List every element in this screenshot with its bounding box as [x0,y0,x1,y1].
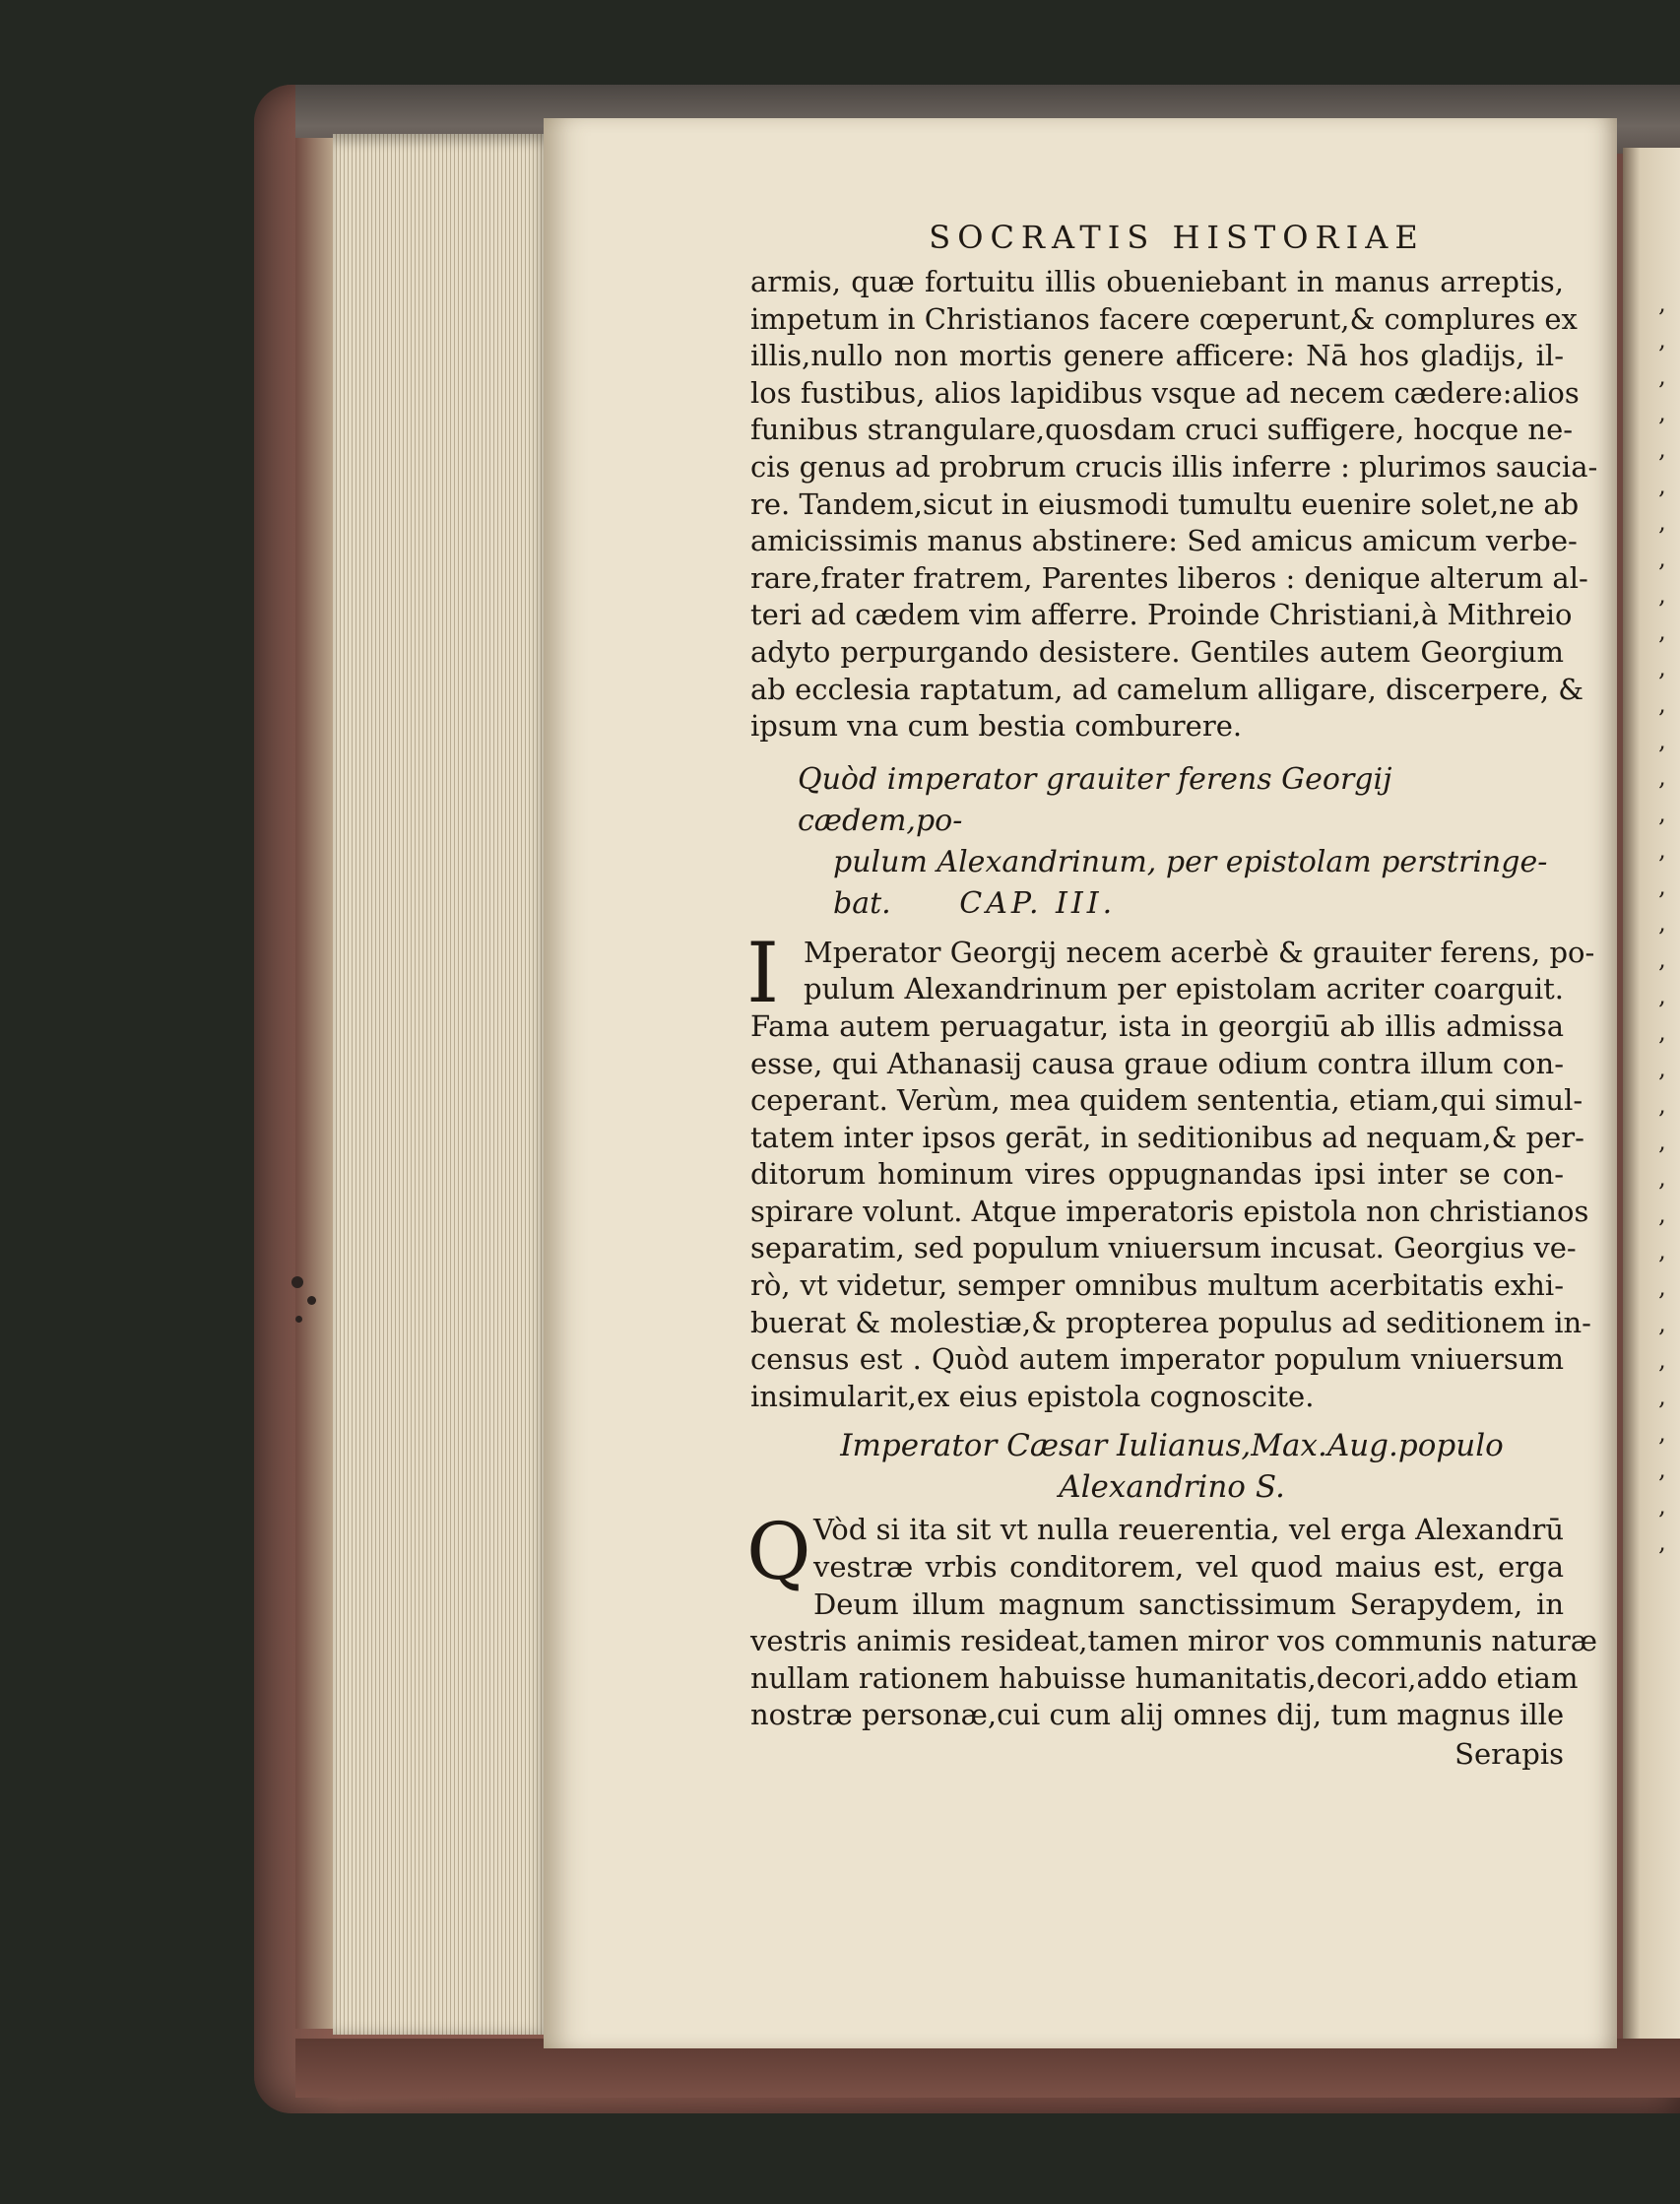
text-line-content: ceperant. Verùm, mea quidem sententia, etiam,qui simul- [750,1083,1583,1118]
text-line-content: illis,nullo non mortis genere afficere: Nā hos gladijs, il- [750,339,1564,373]
paragraph-1 [750,264,1598,745]
text-line [750,935,1595,972]
facing-page-mark: , [1658,290,1666,317]
text-line [750,449,1598,486]
ink-blot [307,1296,316,1305]
facing-page-mark: , [1658,617,1666,645]
text-line [750,412,1574,449]
facing-page-mark: , [1658,1383,1666,1410]
facing-page-mark: , [1658,1528,1666,1556]
letter-salutation-line-2: Alexandrino S. [1059,1469,1285,1506]
text-line-content: vestris animis resideat,tamen miror vos communis naturæ [750,1624,1597,1658]
facing-page-mark: , [1658,326,1666,354]
text-line-content: insimularit,ex eius epistola cognoscite. [750,1379,1315,1413]
text-line [750,1379,1564,1416]
text-line-content: nostræ personæ,cui cum alij omnes dij, tum magnus ille [750,1698,1565,1732]
drop-cap-q: Q [746,1506,811,1598]
running-head: SOCRATIS HISTORIAE [929,219,1425,256]
text-line [750,1660,1579,1698]
facing-page-mark: , [1658,1200,1666,1228]
facing-page-mark: , [1658,1273,1666,1301]
paragraph-3 [746,1506,1597,1734]
text-line-content: amicissimis manus abstinere: Sed amicus amicum verbe- [750,524,1578,558]
text-line [750,971,1564,1008]
text-line-content: rare,frater fratrem, Parentes liberos : denique alterum al- [750,560,1588,595]
text-line-content: armis, quæ fortuitu illis obueniebant in manus arreptis, [750,265,1564,298]
facing-page-mark: , [1658,1055,1666,1082]
page-block-edge [333,134,551,2035]
facing-page-mark: , [1658,727,1666,754]
facing-page-mark: , [1658,1419,1666,1447]
text-line [750,1046,1564,1083]
text-line [750,560,1588,598]
paragraph-2 [746,924,1595,1416]
text-line-content: ditorum hominum vires oppugnandas ipsi inter se con- [750,1157,1564,1192]
text-line [750,708,1564,745]
text-line [750,1156,1564,1194]
text-line-content: cis genus ad probrum crucis illis inferre : plurimos saucia- [750,449,1598,484]
facing-page-mark: , [1658,690,1666,718]
facing-page-mark: , [1658,873,1666,900]
facing-page-mark: , [1658,1492,1666,1520]
text-line-content: vestræ vrbis conditorem, vel quod maius est, erga [813,1550,1564,1585]
text-line [750,486,1580,524]
text-line [750,1305,1591,1342]
facing-page-mark: , [1658,1456,1666,1483]
text-line [750,1008,1564,1046]
chapter-heading [798,759,1564,925]
facing-page-mark: , [1658,435,1666,463]
text-line [750,1267,1564,1305]
text-line-content: Fama autem peruagatur, ista in georgiū ab illis admissa [750,1008,1564,1043]
text-line-content: esse, qui Athanasij causa graue odium contra illum con- [750,1046,1564,1080]
facing-page-mark: , [1658,362,1666,390]
text-line-content: Deum illum magnum sanctissimum Serapydem, in [813,1587,1564,1621]
facing-page-mark: , [1658,982,1666,1009]
facing-page-mark: , [1658,800,1666,827]
text-line [750,1512,1564,1549]
text-line-content: funibus strangulare,quosdam cruci suffigere, hocque ne- [750,413,1574,447]
chapter-heading-line-2: pulum Alexandrinum, per epistolam perstringe- [833,844,1548,879]
text-line-content: separatim, sed populum vniuersum incusat. Georgius ve- [750,1231,1577,1265]
text-line [750,1082,1583,1120]
facing-page-mark: , [1658,1310,1666,1337]
text-line-content: tatem inter ipsos gerāt, in seditionibus ad nequam,& per- [750,1120,1584,1154]
facing-page-mark: , [1658,1164,1666,1192]
facing-page-mark: , [1658,1091,1666,1119]
facing-page-mark: , [1658,472,1666,499]
ink-blot [295,1316,302,1323]
facing-page-mark: , [1658,945,1666,973]
text-line [750,672,1584,709]
text-line-content: adyto perpurgando desistere. Gentiles autem Georgium [750,634,1564,669]
facing-page-mark: , [1658,836,1666,864]
facing-page-mark: , [1658,1128,1666,1155]
text-line-content: teri ad cædem vim afferre. Proinde Christiani,à Mithreio [750,598,1573,632]
text-line-content: pulum Alexandrinum per epistolam acriter coarguit. [804,972,1564,1006]
text-line [750,523,1578,560]
text-line-content: spirare volunt. Atque imperatoris epistola non christianos [750,1194,1589,1228]
text-line [750,1120,1584,1157]
text-line [750,338,1564,375]
letter-salutation [780,1425,1564,1508]
text-line [750,1587,1564,1624]
text-line-content: ab ecclesia raptatum, ad camelum alligare, discerpere, & [750,672,1584,706]
text-line [750,634,1564,672]
text-line [750,1230,1577,1267]
text-line [750,1341,1564,1379]
facing-page-mark: , [1658,1346,1666,1374]
text-line-content: census est . Quòd autem imperator populum vniuersum [750,1342,1564,1377]
letter-salutation-line-1: Imperator Cæsar Iulianus,Max.Aug.populo [840,1428,1504,1464]
text-line [750,597,1573,634]
text-line-content: Vòd si ita sit vt nulla reuerentia, vel erga Alexandrū [813,1513,1564,1547]
text-line-content: Mperator Georgij necem acerbè & grauiter ferens, po- [804,935,1595,969]
facing-page-mark: , [1658,545,1666,572]
text-line [750,1623,1597,1660]
facing-page-mark: , [1658,763,1666,791]
text-line [750,375,1580,413]
text-line-content: ipsum vna cum bestia comburere. [750,709,1243,744]
drop-cap-i: I [746,924,780,1021]
text-line-content: nullam rationem habuisse humanitatis,decori,addo etiam [750,1660,1579,1695]
catchword: Serapis [1454,1737,1564,1771]
facing-page-mark: , [1658,1018,1666,1046]
chapter-heading-line-1: Quòd imperator grauiter ferens Georgij cædem,po- [798,761,1392,838]
text-line-content: buerat & molestiæ,& propterea populus ad seditionem in- [750,1305,1591,1339]
facing-page-mark: , [1658,399,1666,426]
text-line-content: rò, vt videtur, semper omnibus multum acerbitatis exhi- [750,1268,1564,1303]
text-line [750,264,1564,301]
text-block [746,219,1598,1772]
text-line-content: impetum in Christianos facere cœperunt,& complures ex [750,301,1578,336]
chapter-number: CAP. III. [959,885,1117,921]
text-line-content: los fustibus, alios lapidibus vsque ad necem cædere:alios [750,375,1580,410]
text-line [750,301,1578,339]
text-line [750,1194,1589,1231]
text-line-content: re. Tandem,sicut in eiusmodi tumultu euenire solet,ne ab [750,486,1580,521]
facing-page-mark: , [1658,1237,1666,1264]
facing-page-marks [1650,286,1674,1561]
ink-blot [291,1276,303,1288]
chapter-heading-line-3: bat. [833,885,891,921]
facing-page-mark: , [1658,581,1666,609]
text-line [750,1549,1564,1587]
facing-page-mark: , [1658,909,1666,937]
facing-page-mark: , [1658,508,1666,536]
facing-page-mark: , [1658,654,1666,681]
text-line [750,1697,1564,1734]
